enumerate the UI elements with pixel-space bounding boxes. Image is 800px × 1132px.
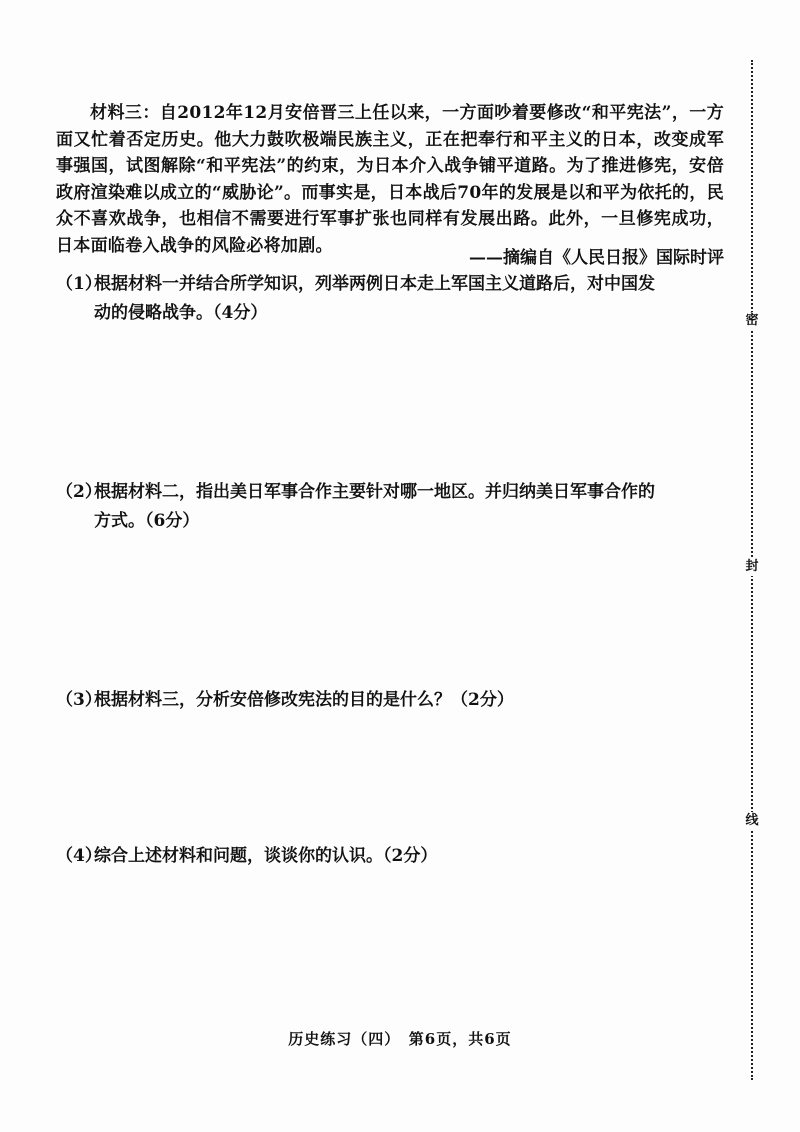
material-three-label: 材料三：	[90, 103, 160, 123]
binding-mark-xian: 线	[742, 812, 762, 830]
page-footer: 历史练习（四） 第6页，共6页	[288, 1030, 512, 1048]
material-three-source: ——摘编自《人民日报》国际时评	[469, 248, 724, 268]
material-three-text: 自2012年12月安倍晋三上任以来，一方面吵着要修改“和平宪法”，一方面又忙着否定历史。他大力鼓吹极端民族主义，正在把奉行和平主义的日本，改变成军事强国，试图解除“和平宪法”的约束，为日本介入战争铺平道路。为了推进修宪，安倍政府渲染难以成立的“威胁论”。而事实是，日本战后70年的发展是以和平为依托的，民众不喜欢战争，也相信不需要进行军事扩张也同样有发展出路。此外，一旦修宪成功，日本面临卷入战争的风险必将加剧。	[56, 103, 724, 256]
binding-mark-mi: 密	[742, 312, 762, 330]
question-number: （2）	[56, 482, 102, 502]
material-three-paragraph	[56, 100, 724, 259]
question-text-continued: 方式。（6分）	[94, 511, 200, 531]
question-text: 根据材料二，指出美日军事合作主要针对哪一地区。并归纳美日军事合作的	[94, 482, 655, 502]
question-4	[56, 842, 726, 871]
question-number: （3）	[56, 690, 102, 710]
question-1	[56, 270, 726, 328]
question-number: （1）	[56, 274, 102, 294]
binding-mark-feng: 封	[742, 558, 762, 576]
question-2	[56, 478, 726, 536]
question-number: （4）	[56, 846, 102, 866]
binding-line	[742, 60, 762, 1080]
question-text: 根据材料一并结合所学知识，列举两例日本走上军国主义道路后，对中国发	[94, 274, 655, 294]
question-text-continued: 动的侵略战争。（4分）	[94, 303, 268, 323]
question-text: 根据材料三，分析安倍修改宪法的目的是什么？（2分）	[94, 690, 514, 710]
question-text: 综合上述材料和问题，谈谈你的认识。（2分）	[94, 846, 438, 866]
question-3	[56, 686, 726, 715]
